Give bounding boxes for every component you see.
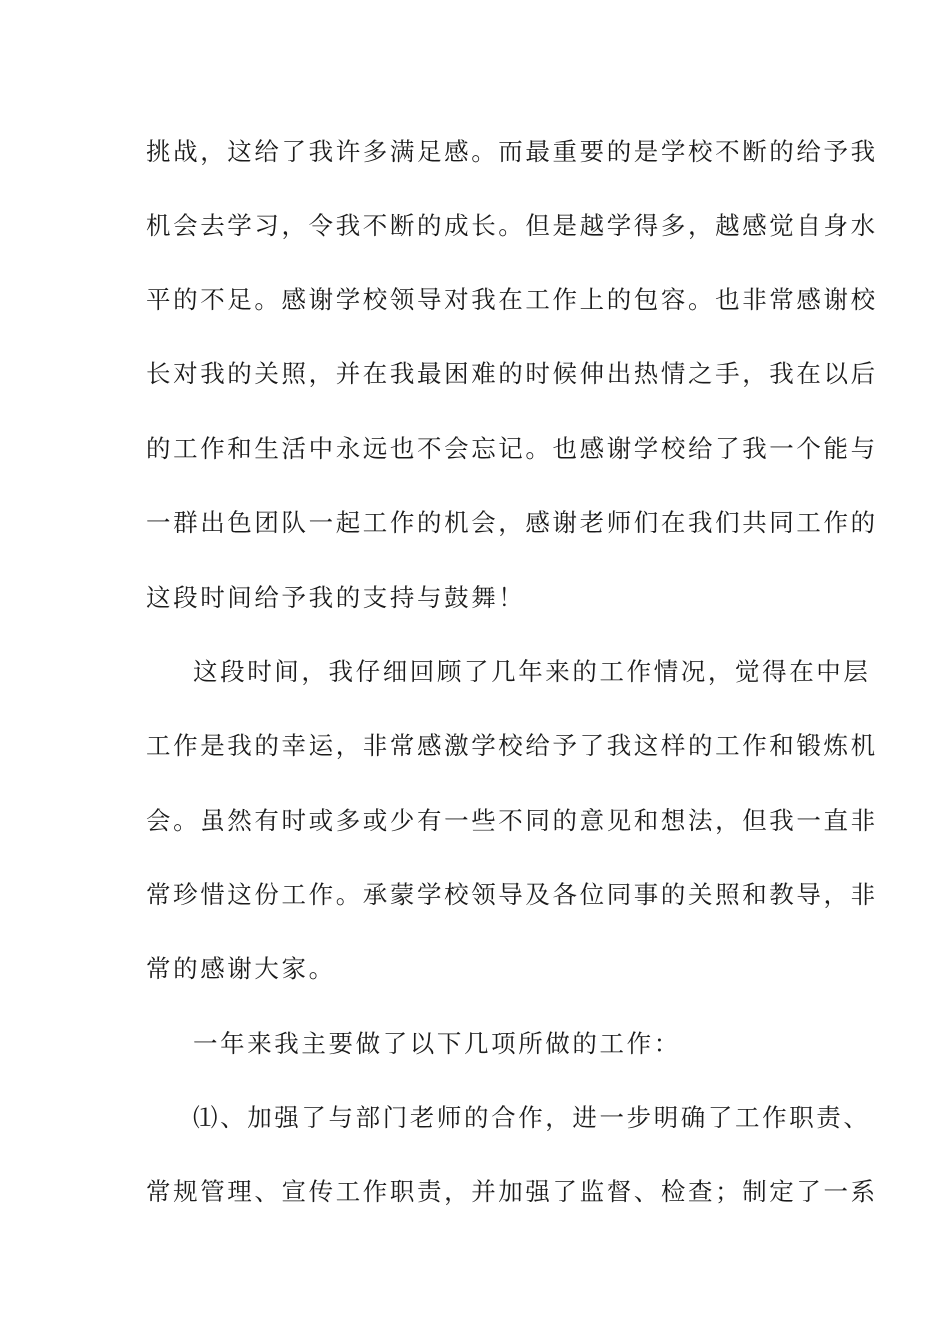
text-line: 工作是我的幸运，非常感激学校给予了我这样的工作和锻炼机 — [146, 731, 878, 760]
text-line: 长对我的关照，并在我最困难的时候伸出热情之手，我在以后 — [146, 359, 878, 388]
text-line: 常的感谢大家。 — [146, 954, 336, 983]
paragraph-first-line: 一年来我主要做了以下几项所做的工作： — [193, 1029, 681, 1058]
text-line: 一群出色团队一起工作的机会，感谢老师们在我们共同工作的 — [146, 508, 878, 537]
text-line: 这段时间给予我的支持与鼓舞！ — [146, 583, 526, 612]
text-line: 的工作和生活中永远也不会忘记。也感谢学校给了我一个能与 — [146, 434, 878, 463]
text-line: 常规管理、宣传工作职责，并加强了监督、检查；制定了一系 — [146, 1177, 878, 1206]
text-line: 会。虽然有时或多或少有一些不同的意见和想法，但我一直非 — [146, 806, 878, 835]
text-line: 常珍惜这份工作。承蒙学校领导及各位同事的关照和教导，非 — [146, 880, 878, 909]
text-line: 挑战，这给了我许多满足感。而最重要的是学校不断的给予我 — [146, 137, 878, 166]
list-item-first-line: ⑴、加强了与部门老师的合作，进一步明确了工作职责、 — [193, 1103, 871, 1132]
text-line: 机会去学习，令我不断的成长。但是越学得多，越感觉自身水 — [146, 211, 878, 240]
paragraph-first-line: 这段时间，我仔细回顾了几年来的工作情况，觉得在中层 — [193, 657, 871, 686]
text-line: 平的不足。感谢学校领导对我在工作上的包容。也非常感谢校 — [146, 285, 878, 314]
